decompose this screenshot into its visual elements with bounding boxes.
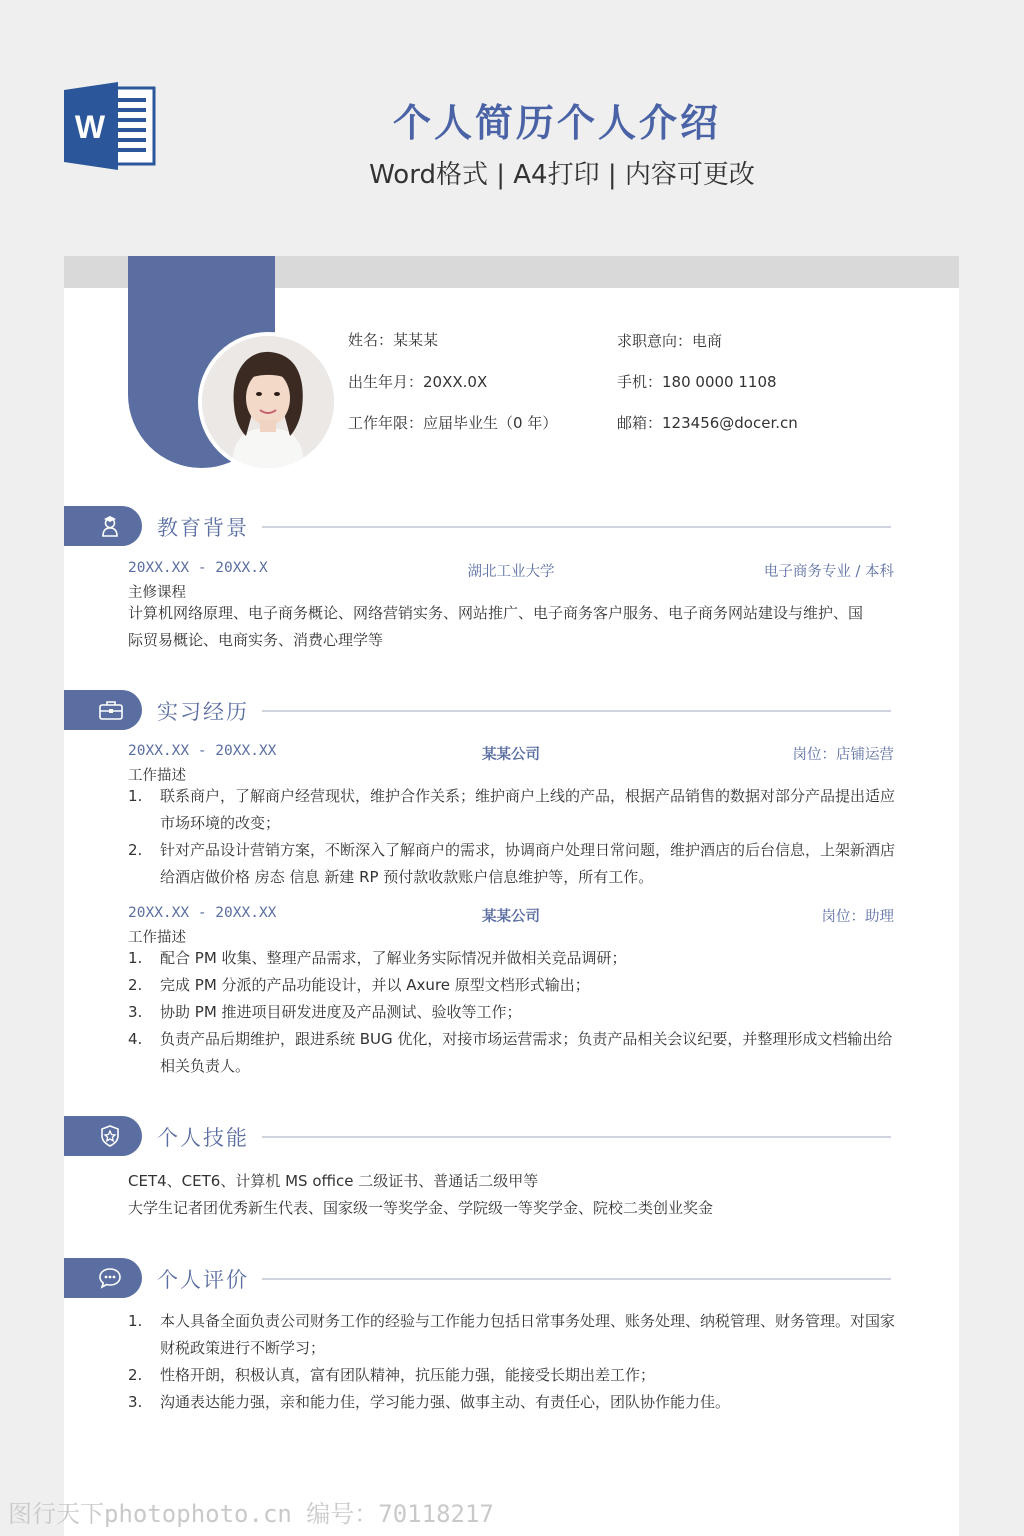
email-value: 123456@docer.cn bbox=[662, 414, 798, 432]
job-1-date: 20XX.XX - 20XX.XX bbox=[128, 743, 277, 759]
job-2-list bbox=[128, 945, 898, 1080]
intent-field bbox=[617, 330, 722, 351]
list-text: 协助 PM 推进项目研发进度及产品测试、验收等工作； bbox=[160, 1003, 522, 1021]
education-tab bbox=[64, 506, 142, 546]
list-text: 本人具备全面负责公司财务工作的经验与工作能力包括日常事务处理、账务处理、纳税管理、财务管理。对国家财税政策进行不断学习； bbox=[160, 1312, 896, 1357]
education-date: 20XX.XX - 20XX.X bbox=[128, 560, 268, 576]
job-2-company: 某某公司 bbox=[482, 908, 540, 925]
word-logo-letter: W bbox=[74, 109, 106, 145]
courses-label: 主修课程 bbox=[128, 585, 186, 601]
list-text: 联系商户，了解商户经营现状，维护合作关系；维护商户上线的产品，根据产品销售的数据对部分产品提出适应市场环境的改变； bbox=[160, 787, 896, 832]
education-title: 教育背景 bbox=[157, 516, 249, 540]
job-1-position: 岗位：店铺运营 bbox=[792, 747, 894, 763]
list-item bbox=[128, 1389, 898, 1416]
list-text: 沟通表达能力强，亲和能力佳，学习能力强、做事主动、有责任心，团队协作能力佳。 bbox=[160, 1393, 731, 1411]
list-text: 负责产品后期维护，跟进系统 BUG 优化，对接市场运营需求；负责产品相关会议纪要，并整理形成文档输出给相关负责人。 bbox=[160, 1030, 893, 1075]
evaluation-divider bbox=[262, 1278, 891, 1280]
list-text: 针对产品设计营销方案，不断深入了解商户的需求，协调商户处理日常问题，维护酒店的后台信息，上架新酒店 给酒店做价格 房态 信息 新建 RP 预付款收款账户信息维护等，所有工作。 bbox=[160, 841, 896, 886]
star-badge-icon bbox=[98, 1124, 122, 1148]
list-item bbox=[128, 972, 898, 999]
internship-tab bbox=[64, 690, 142, 730]
list-number: 2. bbox=[128, 1366, 143, 1384]
list-item bbox=[128, 999, 898, 1026]
list-item bbox=[128, 837, 898, 891]
birth-value: 20XX.0X bbox=[423, 373, 488, 391]
watermark: 图行天下photophoto.cn 编号：70118217 bbox=[8, 1500, 494, 1528]
list-text: 配合 PM 收集、整理产品需求，了解业务实际情况并做相关竞品调研； bbox=[160, 949, 627, 967]
list-number: 3. bbox=[128, 1003, 143, 1021]
chat-bubble-icon bbox=[98, 1266, 122, 1290]
skills-section-header bbox=[64, 1116, 959, 1156]
job-2-row bbox=[128, 905, 894, 927]
education-section-header bbox=[64, 506, 959, 546]
education-major: 电子商务专业 / 本科 bbox=[763, 564, 894, 580]
courses-line-2: 际贸易概论、电商实务、消费心理学等 bbox=[128, 631, 384, 649]
skills-divider bbox=[262, 1136, 891, 1138]
job-2-date: 20XX.XX - 20XX.XX bbox=[128, 905, 277, 921]
name-value: 某某某 bbox=[393, 331, 439, 349]
evaluation-section-header bbox=[64, 1258, 959, 1298]
graduate-icon bbox=[98, 514, 122, 538]
education-divider bbox=[262, 526, 891, 528]
years-value: 应届毕业生（0 年） bbox=[423, 414, 558, 432]
email-label: 邮箱： bbox=[617, 414, 663, 432]
list-item bbox=[128, 945, 898, 972]
years-label: 工作年限： bbox=[348, 414, 424, 432]
name-label: 姓名： bbox=[348, 331, 394, 349]
list-number: 1. bbox=[128, 1312, 143, 1330]
intent-label: 求职意向： bbox=[617, 332, 693, 350]
skills-text bbox=[128, 1168, 898, 1222]
job-1-row bbox=[128, 743, 894, 765]
job-1-company: 某某公司 bbox=[482, 746, 540, 763]
list-number: 1. bbox=[128, 949, 143, 967]
list-number: 2. bbox=[128, 841, 143, 859]
evaluation-tab bbox=[64, 1258, 142, 1298]
resume-paper bbox=[64, 256, 959, 1536]
list-number: 3. bbox=[128, 1393, 143, 1411]
briefcase-icon bbox=[98, 698, 124, 722]
courses-text bbox=[128, 600, 898, 654]
skills-title: 个人技能 bbox=[157, 1126, 249, 1150]
job-2-desc-label: 工作描述 bbox=[128, 930, 186, 946]
list-number: 2. bbox=[128, 976, 143, 994]
job-1-desc-label: 工作描述 bbox=[128, 768, 186, 784]
intent-value: 电商 bbox=[692, 332, 723, 350]
email-field bbox=[617, 412, 798, 433]
list-text: 性格开朗，积极认真，富有团队精神，抗压能力强，能接受长期出差工作； bbox=[160, 1366, 656, 1384]
list-number: 4. bbox=[128, 1030, 143, 1048]
job-1-list bbox=[128, 783, 898, 891]
list-item bbox=[128, 1362, 898, 1389]
education-row bbox=[128, 560, 894, 582]
list-number: 1. bbox=[128, 787, 143, 805]
avatar bbox=[198, 332, 338, 472]
list-text: 完成 PM 分派的产品功能设计，并以 Axure 原型文档形式输出； bbox=[160, 976, 590, 994]
evaluation-list bbox=[128, 1308, 898, 1416]
list-item bbox=[128, 1026, 898, 1080]
internship-section-header bbox=[64, 690, 959, 730]
courses-line-1: 计算机网络原理、电子商务概论、网络营销实务、网站推广、电子商务客户服务、电子商务网站建设与维护、国 bbox=[128, 604, 864, 622]
name-field bbox=[348, 329, 438, 350]
years-field bbox=[348, 412, 557, 433]
page-subtitle: Word格式 | A4打印 | 内容可更改 bbox=[369, 160, 755, 190]
job-2-position: 岗位：助理 bbox=[821, 909, 894, 925]
phone-label: 手机： bbox=[617, 373, 663, 391]
evaluation-title: 个人评价 bbox=[157, 1268, 249, 1292]
internship-title: 实习经历 bbox=[157, 700, 249, 724]
phone-field bbox=[617, 371, 777, 392]
photo-tab bbox=[128, 256, 275, 468]
list-item bbox=[128, 783, 898, 837]
page-title: 个人简历个人介绍 bbox=[392, 101, 721, 145]
phone-value: 180 0000 1108 bbox=[662, 373, 777, 391]
education-school: 湖北工业大学 bbox=[467, 564, 555, 580]
birth-field bbox=[348, 371, 487, 392]
skills-line-2: 大学生记者团优秀新生代表、国家级一等奖学金、学院级一等奖学金、院校二类创业奖金 bbox=[128, 1199, 714, 1217]
list-item bbox=[128, 1308, 898, 1362]
birth-label: 出生年月： bbox=[348, 373, 424, 391]
skills-tab bbox=[64, 1116, 142, 1156]
skills-line-1: CET4、CET6、计算机 MS office 二级证书、普通话二级甲等 bbox=[128, 1172, 539, 1190]
internship-divider bbox=[262, 710, 891, 712]
